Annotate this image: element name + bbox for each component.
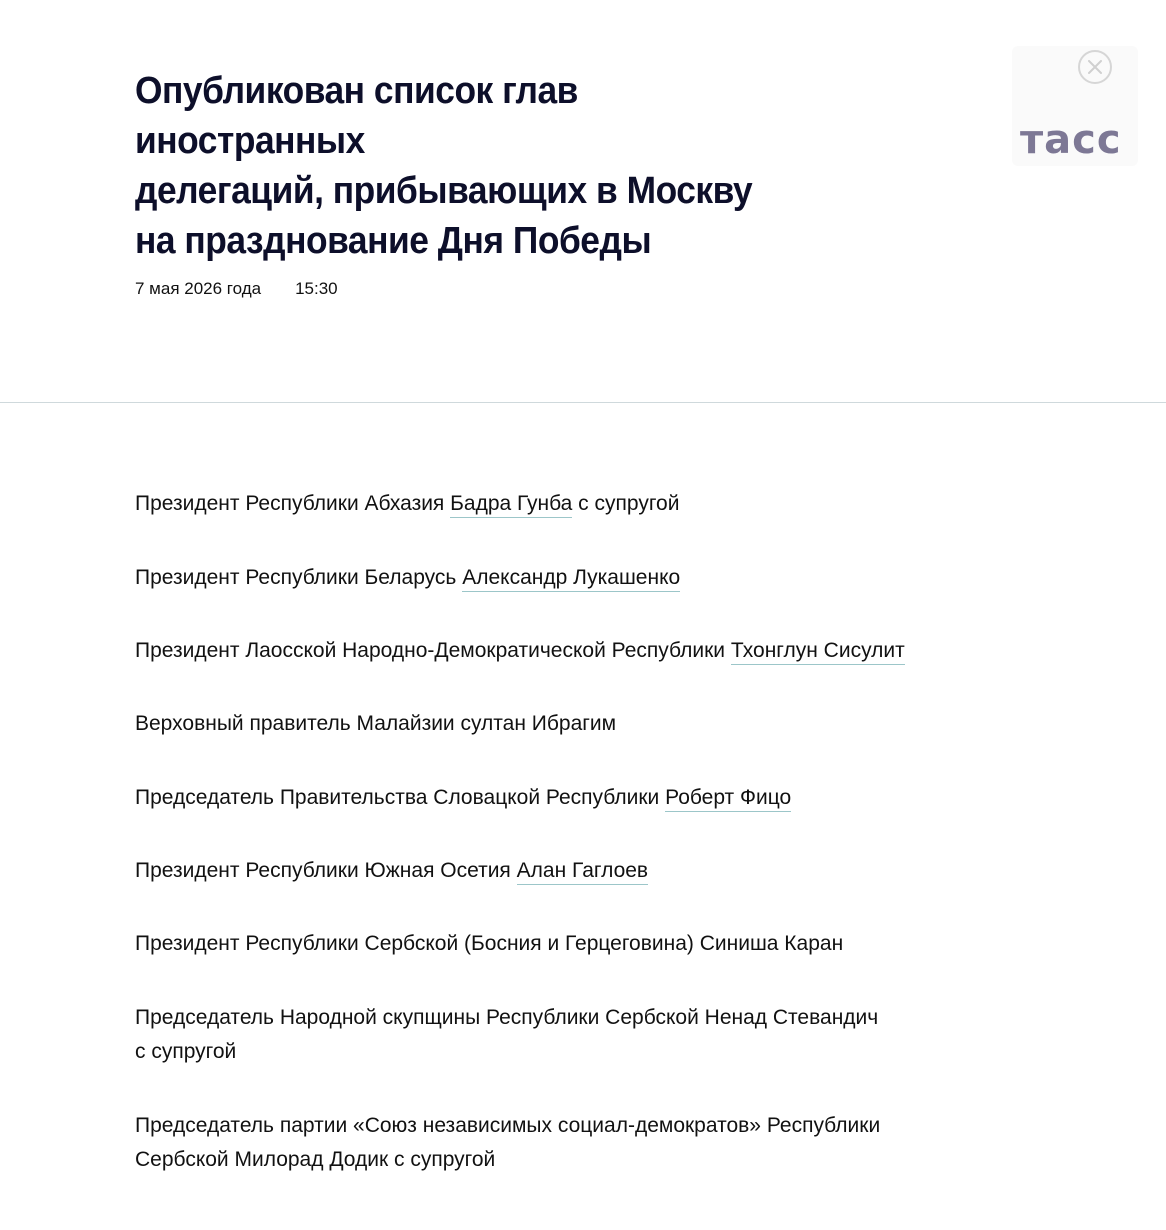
list-item: Президент Республики Абхазия Бадра Гунба с супругой [135, 487, 925, 521]
header-divider [0, 402, 1166, 403]
title-line: на празднование Дня Победы [135, 220, 652, 262]
article-time: 15:30 [295, 279, 338, 298]
list-item: Верховный правитель Малайзии султан Ибрагим [135, 712, 617, 735]
article-meta [135, 279, 338, 299]
person-link[interactable]: Александр Лукашенко [462, 566, 680, 592]
person-link[interactable]: Бадра Гунба [450, 492, 572, 518]
list-item: Председатель Народной скупщины Республики Сербской Ненад Стевандич с супругой [135, 1006, 879, 1063]
article-header [0, 0, 1166, 402]
article-title [135, 66, 805, 266]
list-item: Президент Республики Сербской (Босния и Герцеговина) Синиша Каран [135, 932, 844, 955]
list-item: Председатель партии «Союз независимых социал-демократов» Республики Сербской Милорад Додик с супругой [135, 1114, 881, 1171]
list-item: Президент Республики Южная Осетия Алан Гаглоев [135, 854, 925, 888]
list-item: Президент Лаосской Народно-Демократической Республики Тхонглун Сисулит [135, 634, 925, 668]
person-link[interactable]: Алан Гаглоев [517, 859, 648, 885]
list-item: Председатель Правительства Словацкой Республики Роберт Фицо [135, 781, 925, 815]
title-line: делегаций, прибывающих в Москву [135, 170, 753, 212]
close-icon [1088, 60, 1102, 74]
person-link[interactable]: Тхонглун Сисулит [731, 639, 905, 665]
person-link[interactable]: Роберт Фицо [665, 786, 791, 812]
title-line: Опубликован список глав иностранных [135, 70, 578, 162]
list-item: Президент Республики Беларусь Александр Лукашенко [135, 561, 925, 595]
tass-logo[interactable]: тасс [1020, 117, 1122, 163]
close-button[interactable] [1078, 50, 1112, 84]
article-date: 7 мая 2026 года [135, 279, 262, 298]
